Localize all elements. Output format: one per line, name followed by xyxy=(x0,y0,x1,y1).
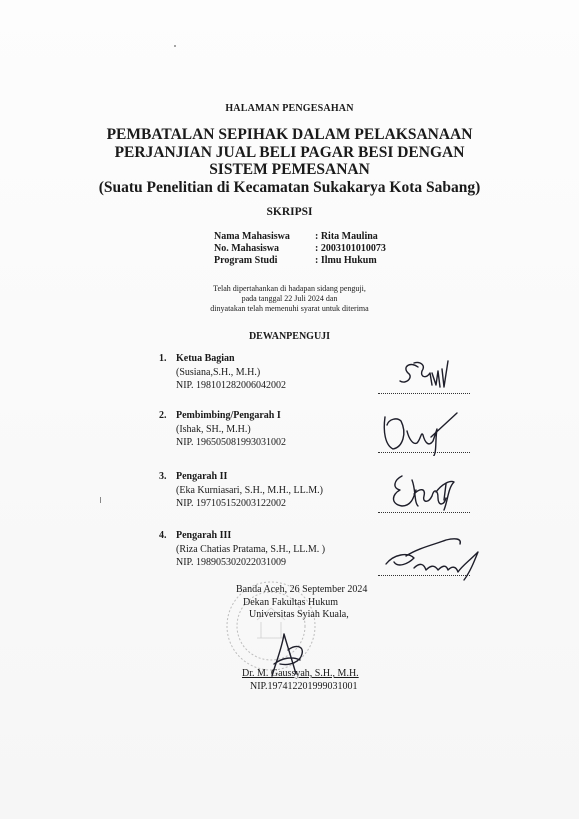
identity-label: No. Mahasiswa xyxy=(214,243,280,254)
signature-4 xyxy=(384,534,484,582)
identity-value: : Rita Maulina xyxy=(315,231,378,242)
thesis-title xyxy=(0,126,579,196)
scan-speck xyxy=(174,45,176,47)
signature-3 xyxy=(384,466,464,516)
dean-position: Dekan Fakultas Hukum xyxy=(243,596,338,608)
title-subtitle: (Suatu Penelitian di Kecamatan Sukakarya Kota Sabang) xyxy=(98,178,481,196)
identity-row xyxy=(214,243,386,255)
page-heading: HALAMAN PENGESAHAN xyxy=(225,103,354,114)
examiner-role: Pengarah III xyxy=(176,530,232,541)
signature-1 xyxy=(396,355,456,395)
examiner-name: (Eka Kurniasari, S.H., M.H., LL.M.) xyxy=(176,484,323,496)
defense-line: dinyatakan telah memenuhi syarat untuk diterima xyxy=(210,304,369,313)
examiner-nip: NIP. 198905302022031009 xyxy=(176,557,287,568)
examiner-role: Pengarah II xyxy=(176,471,228,482)
scan-speck xyxy=(100,497,101,503)
identity-label: Nama Mahasiswa xyxy=(214,231,290,242)
title-line: SISTEM PEMESANAN xyxy=(209,161,370,178)
title-line: PEMBATALAN SEPIHAK DALAM PELAKSANAAN xyxy=(106,126,473,143)
place-date: Banda Aceh, 26 September 2024 xyxy=(236,584,368,595)
identity-value: : 2003101010073 xyxy=(315,243,386,254)
dean-block xyxy=(242,668,359,693)
title-line: PERJANJIAN JUAL BELI PAGAR BESI DENGAN xyxy=(114,143,465,161)
examiner-number: 3. xyxy=(159,471,167,482)
identity-row xyxy=(214,255,386,267)
university-name: Universitas Syiah Kuala, xyxy=(249,609,349,620)
examiner-nip: NIP. 196505081993031002 xyxy=(176,437,287,448)
document-type: SKRIPSI xyxy=(266,206,313,218)
examiner-number: 4. xyxy=(159,530,167,541)
identity-value: : Ilmu Hukum xyxy=(315,255,377,266)
examiner-name: (Riza Chatias Pratama, S.H., LL.M. ) xyxy=(176,543,326,555)
dean-name: Dr. M. Gaussyah, S.H., M.H. xyxy=(242,668,359,679)
board-title: DEWANPENGUJI xyxy=(248,331,331,342)
approval-block xyxy=(234,584,367,622)
examiner-number: 1. xyxy=(159,353,167,364)
dean-nip: NIP.197412201999031001 xyxy=(250,680,358,692)
examiner-role: Pembimbing/Pengarah I xyxy=(176,410,281,421)
examiner-nip: NIP. 197105152003122002 xyxy=(176,498,287,509)
identity-label: Program Studi xyxy=(214,255,278,266)
examiner-nip: NIP. 198101282006042002 xyxy=(176,380,287,391)
identity-row xyxy=(214,231,386,243)
defense-line: Telah dipertahankan di hadapan sidang penguji, xyxy=(213,284,366,293)
examiner-number: 2. xyxy=(159,410,167,421)
examiner-name: (Ishak, SH., M.H.) xyxy=(176,423,251,435)
student-identity xyxy=(214,231,386,267)
signature-2 xyxy=(381,411,461,456)
defense-statement xyxy=(0,284,579,314)
examiner-role: Ketua Bagian xyxy=(176,353,235,364)
defense-line: pada tanggal 22 Juli 2024 dan xyxy=(241,294,338,303)
examiner-name: (Susiana,S.H., M.H.) xyxy=(176,366,261,378)
